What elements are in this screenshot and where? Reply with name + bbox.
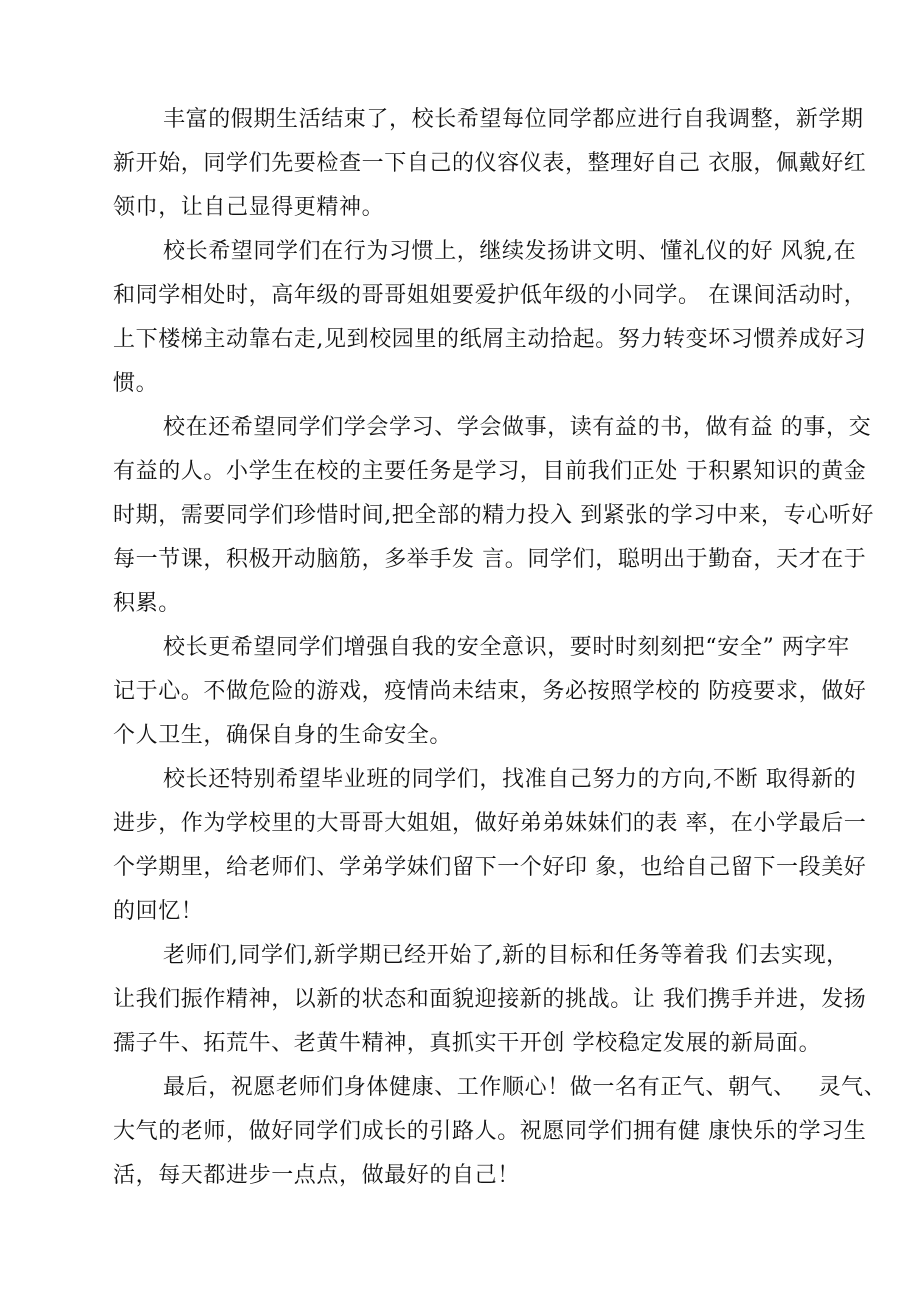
text-line: 让我们振作精神，以新的状态和面貌迎接新的挑战。让 我们携手并进，发扬 xyxy=(113,987,867,1012)
text-line: 积累。 xyxy=(113,591,181,616)
text-line: 丰富的假期生活结束了，校长希望每位同学都应进行自我调整，新学期 xyxy=(163,107,864,132)
text-line: 上下楼梯主动靠右走,见到校园里的纸屑主动拾起。努力转变坏习惯养成好习 xyxy=(113,327,867,352)
text-line: 校长希望同学们在行为习惯上，继续发扬讲文明、懂礼仪的好 风貌,在 xyxy=(163,239,857,264)
text-line: 惯。 xyxy=(113,371,159,396)
text-line: 新开始，同学们先要检查一下自己的仪容仪表，整理好自己 衣服，佩戴好红 xyxy=(113,151,867,176)
text-line: 和同学相处时，高年级的哥哥姐姐要爱护低年级的小同学。 在课间活动时， xyxy=(113,283,867,308)
text-line: 进步，作为学校里的大哥哥大姐姐，做好弟弟妹妹们的表 率，在小学最后一 xyxy=(113,811,867,836)
text-line: 校长更希望同学们增强自我的安全意识，要时时刻刻把“安全” 两字牢 xyxy=(163,635,850,660)
text-line: 孺子牛、拓荒牛、老黄牛精神，真抓实干开创 学校稳定发展的新局面。 xyxy=(113,1031,822,1056)
text-line: 个学期里，给老师们、学弟学妹们留下一个好印 象，也给自己留下一段美好 xyxy=(113,855,867,880)
text-line: 大气的老师，做好同学们成长的引路人。祝愿同学们拥有健 康快乐的学习生 xyxy=(113,1119,867,1144)
text-line: 时期，需要同学们珍惜时间,把全部的精力投入 到紧张的学习中来，专心听好 xyxy=(113,503,874,528)
text-line: 老师们,同学们,新学期已经开始了,新的目标和任务等着我 们去实现， xyxy=(163,943,849,968)
text-line: 领巾，让自己显得更精神。 xyxy=(113,195,385,220)
text-line: 校在还希望同学们学会学习、学会做事，读有益的书，做有益 的事，交 xyxy=(163,415,872,440)
text-line: 有益的人。小学生在校的主要任务是学习，目前我们正处 于积累知识的黄金 xyxy=(113,459,867,484)
text-line: 活，每天都进步一点点，做最好的自己！ xyxy=(113,1163,520,1188)
text-line: 最后，祝愿老师们身体健康、工作顺心！做一名有正气、朝气、 灵气、 xyxy=(163,1075,887,1100)
text-line: 校长还特别希望毕业班的同学们，找准自己努力的方向,不断 取得新的 xyxy=(163,767,857,792)
text-line: 记于心。不做危险的游戏，疫情尚未结束，务必按照学校的 防疫要求，做好 xyxy=(113,679,867,704)
text-line: 每一节课，积极开动脑筋，多举手发 言。同学们，聪明出于勤奋，天才在于 xyxy=(113,547,867,572)
text-line: 的回忆！ xyxy=(113,899,204,924)
text-line: 个人卫生，确保自身的生命安全。 xyxy=(113,723,453,748)
